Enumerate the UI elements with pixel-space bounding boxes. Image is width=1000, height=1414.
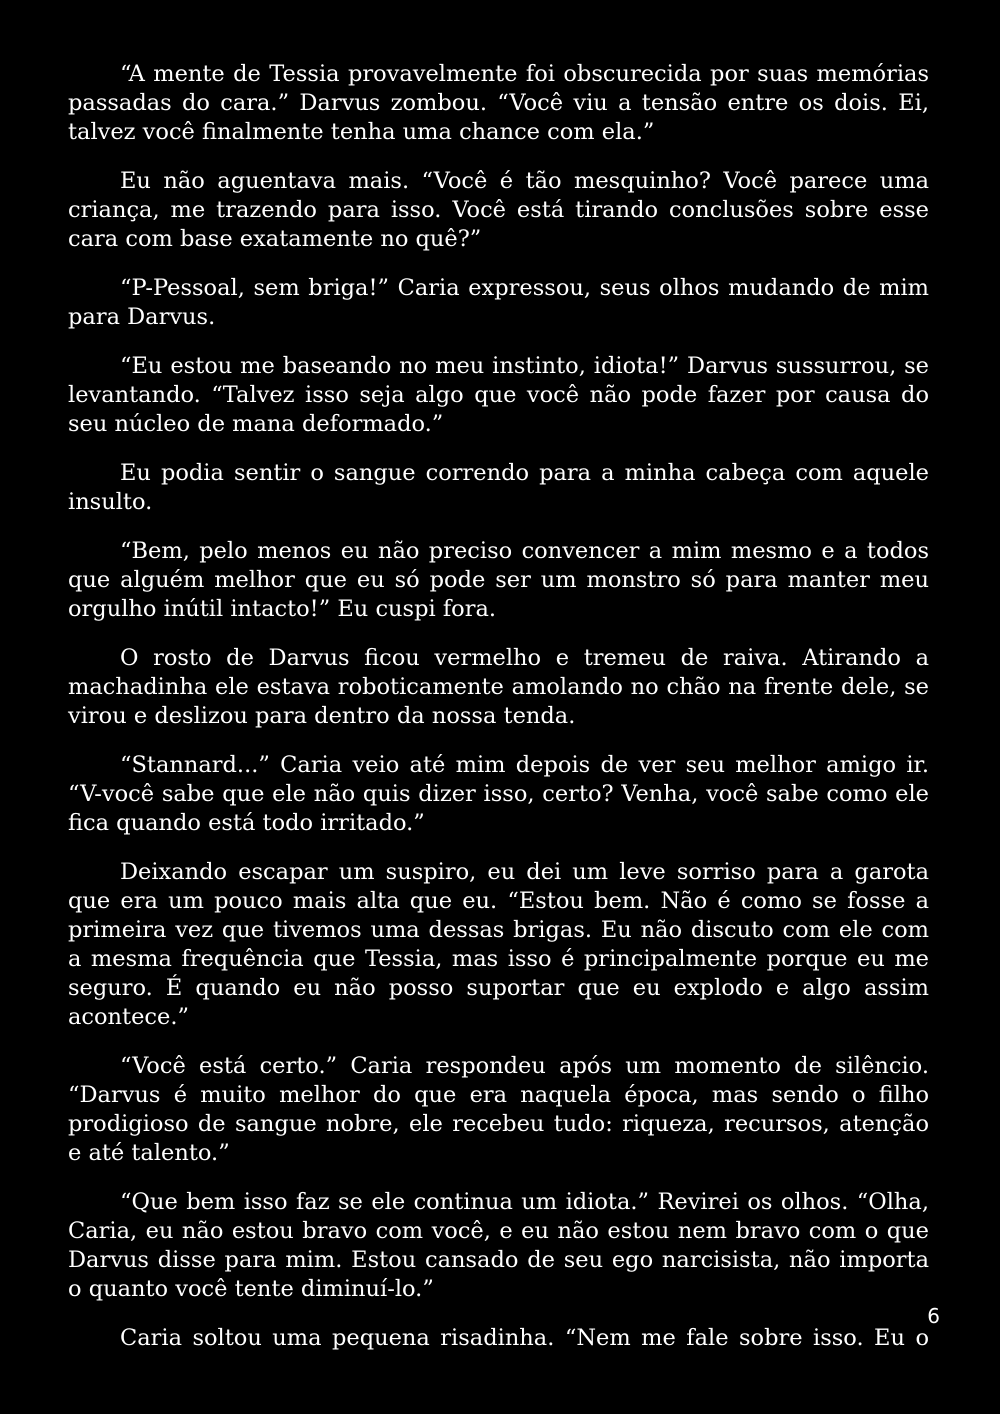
- paragraph: “Eu estou me baseando no meu instinto, idiota!” Darvus sussurrou, se levantando. “Talvez isso seja algo que você não pode fazer por causa do seu núcleo de mana deformado.”: [68, 353, 929, 437]
- paragraph: “Bem, pelo menos eu não preciso convencer a mim mesmo e a todos que alguém melhor que eu só pode ser um monstro só para manter meu orgulho inútil intacto!” Eu cuspi fora.: [68, 538, 929, 622]
- paragraph: “Que bem isso faz se ele continua um idiota.” Revirei os olhos. “Olha, Caria, eu não estou bravo com você, e eu não estou nem bravo com o que Darvus disse para mim. Estou cansado de seu ego narcisista, não importa o quanto você tente diminuí-lo.”: [68, 1189, 929, 1302]
- paragraph: O rosto de Darvus ficou vermelho e tremeu de raiva. Atirando a machadinha ele estava roboticamente amolando no chão na frente dele, se virou e deslizou para dentro da nossa tenda.: [68, 645, 929, 729]
- paragraph: “A mente de Tessia provavelmente foi obscurecida por suas memórias passadas do cara.” Darvus zombou. “Você viu a tensão entre os dois. Ei, talvez você finalmente tenha uma chance com ela.”: [68, 61, 929, 145]
- paragraph: “Você está certo.” Caria respondeu após um momento de silêncio. “Darvus é muito melhor do que era naquela época, mas sendo o filho prodigioso de sangue nobre, ele recebeu tudo: riqueza, recursos, atenção e até talento.”: [68, 1053, 929, 1166]
- paragraph: “P-Pessoal, sem briga!” Caria expressou, seus olhos mudando de mim para Darvus.: [68, 275, 929, 330]
- paragraph: Deixando escapar um suspiro, eu dei um leve sorriso para a garota que era um pouco mais alta que eu. “Estou bem. Não é como se fosse a primeira vez que tivemos uma dessas brigas. Eu não discuto com ele com a mesma frequência que Tessia, mas isso é principalmente porque eu me seguro. É quando eu não posso suportar que eu explodo e algo assim acontece.”: [68, 859, 929, 1030]
- paragraph: “Stannard...” Caria veio até mim depois de ver seu melhor amigo ir. “V-você sabe que ele não quis dizer isso, certo? Venha, você sabe como ele fica quando está todo irritado.”: [68, 752, 929, 836]
- body-text: [68, 60, 929, 1353]
- paragraph: Caria soltou uma pequena risadinha. “Nem me fale sobre isso. Eu o: [120, 1325, 929, 1351]
- page-number: 6: [927, 1304, 940, 1328]
- paragraph: Eu não aguentava mais. “Você é tão mesquinho? Você parece uma criança, me trazendo para isso. Você está tirando conclusões sobre esse cara com base exatamente no quê?”: [68, 168, 929, 252]
- paragraph: Eu podia sentir o sangue correndo para a minha cabeça com aquele insulto.: [68, 460, 929, 515]
